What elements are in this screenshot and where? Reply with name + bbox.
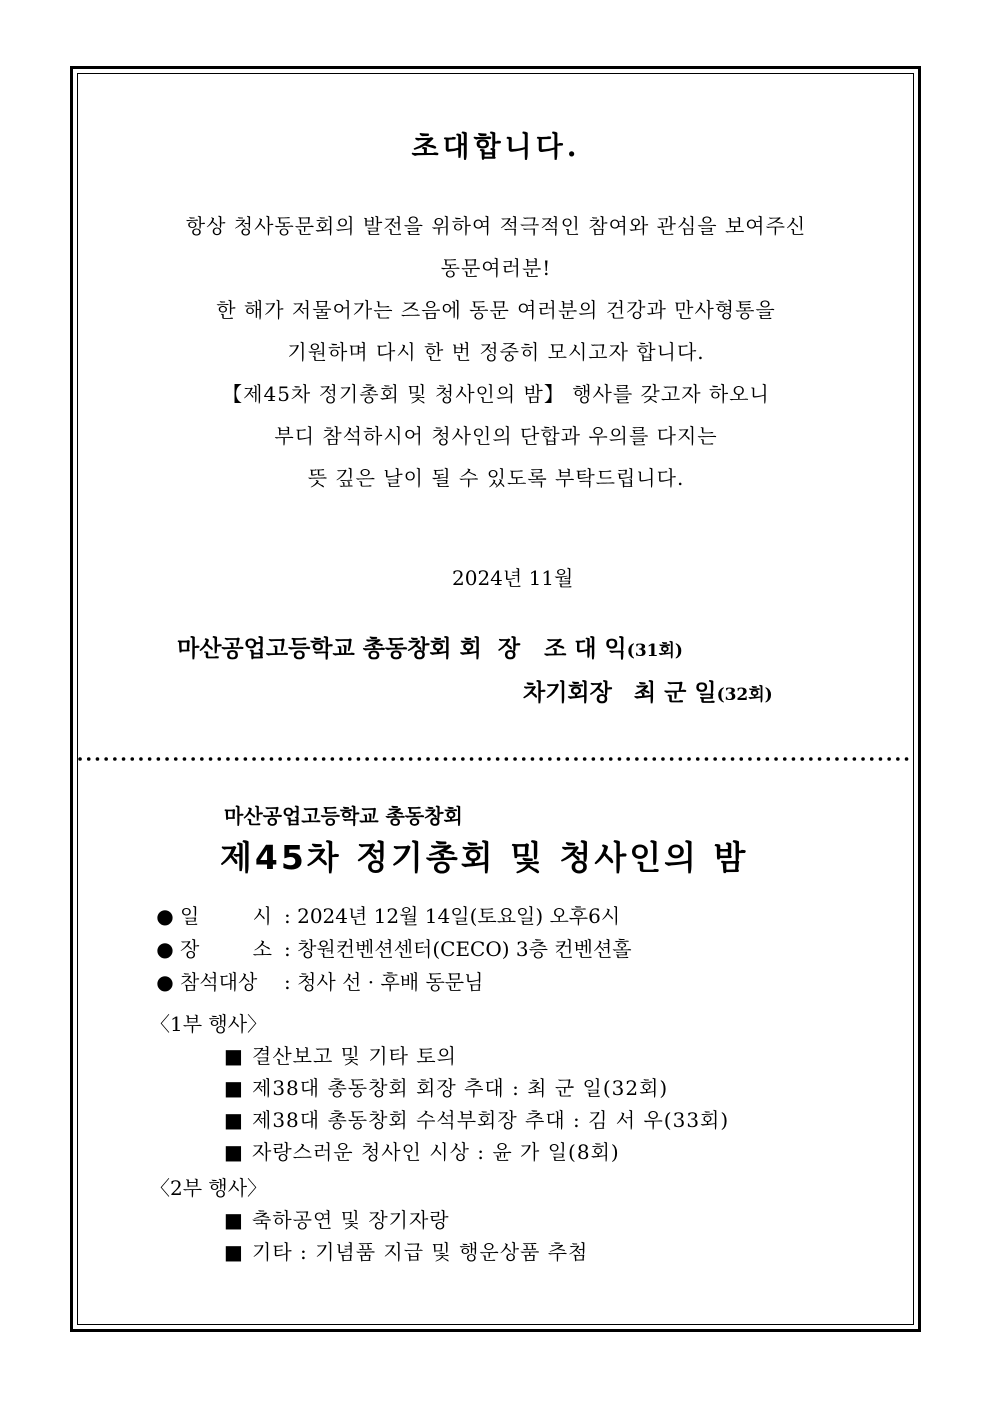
list-item (224, 1072, 729, 1104)
signer-class: (32회) (716, 685, 773, 705)
list-item (224, 1204, 588, 1236)
signer-name: 조 대 익 (544, 635, 627, 662)
invitation-date: 2024년 11월 (452, 566, 574, 590)
list-item (224, 1136, 729, 1168)
square-bullet-icon: ■ (224, 1140, 244, 1164)
message-line: 동문여러분! (440, 256, 552, 280)
info-label (180, 933, 284, 966)
signer-name: 최 군 일 (633, 679, 717, 706)
bullet-icon: ● (156, 937, 174, 961)
invitation-message (0, 205, 992, 499)
list-item-text: 축하공연 및 장기자랑 (252, 1208, 450, 1232)
square-bullet-icon: ■ (224, 1076, 244, 1100)
message-line: 【제45차 정기총회 및 청사인의 밤】 행사를 갖고자 하오니 (222, 382, 770, 406)
list-item-text: 결산보고 및 기타 토의 (252, 1044, 457, 1068)
list-item (224, 1236, 588, 1268)
event-title: 제45차 정기총회 및 청사인의 밤 (220, 838, 749, 877)
info-label-char: 시 (252, 904, 272, 928)
info-row-datetime (150, 900, 632, 933)
bullet-icon: ● (156, 904, 174, 928)
message-line: 뜻 깊은 날이 될 수 있도록 부탁드립니다. (307, 466, 685, 490)
info-label-char: 소 (252, 937, 272, 961)
info-label (180, 900, 284, 933)
square-bullet-icon: ■ (224, 1108, 244, 1132)
invitation-title: 초대합니다. (411, 130, 581, 163)
info-label-char: 장 (180, 937, 200, 961)
info-value: : 창원컨벤션센터(CECO) 3층 컨벤션홀 (284, 937, 632, 961)
bullet-icon: ● (156, 970, 174, 994)
info-label: 참석대상 (180, 970, 258, 994)
event-info (150, 900, 632, 999)
part2-heading: 〈2부 행사〉 (150, 1176, 268, 1200)
signer-role: 차기회장 (523, 679, 612, 706)
info-label-char: 일 (180, 904, 200, 928)
square-bullet-icon: ■ (224, 1240, 244, 1264)
square-bullet-icon: ■ (224, 1208, 244, 1232)
square-bullet-icon: ■ (224, 1044, 244, 1068)
part1-list (224, 1040, 729, 1168)
info-row-location (150, 933, 632, 966)
part1-heading: 〈1부 행사〉 (150, 1012, 268, 1036)
message-line: 한 해가 저물어가는 즈음에 동문 여러분의 건강과 만사형통을 (216, 298, 776, 322)
message-line: 항상 청사동문회의 발전을 위하여 적극적인 참여와 관심을 보여주신 (185, 214, 807, 238)
signer-org-role: 마산공업고등학교 총동창회 회 장 (177, 635, 521, 662)
list-item-text: 제38대 총동창회 회장 추대 : 최 군 일(32회) (252, 1076, 669, 1100)
info-value: : 청사 선 · 후배 동문님 (284, 970, 484, 994)
part2-list (224, 1204, 588, 1268)
dotted-separator (78, 754, 914, 764)
list-item (224, 1040, 729, 1072)
info-row-attendees (150, 966, 632, 999)
event-organization: 마산공업고등학교 총동창회 (224, 804, 463, 828)
signer-class: (31회) (626, 641, 683, 661)
signer-next-president (523, 674, 773, 707)
signer-president (177, 630, 683, 663)
info-value: : 2024년 12월 14일(토요일) 오후6시 (284, 904, 621, 928)
list-item (224, 1104, 729, 1136)
message-line: 기원하며 다시 한 번 정중히 모시고자 합니다. (287, 340, 705, 364)
info-label-spaced (180, 900, 272, 933)
info-label-spaced (180, 933, 272, 966)
list-item-text: 자랑스러운 청사인 시상 : 윤 가 일(8회) (252, 1140, 620, 1164)
message-line: 부디 참석하시어 청사인의 단합과 우의를 다지는 (274, 424, 718, 448)
list-item-text: 기타 : 기념품 지급 및 행운상품 추첨 (252, 1240, 589, 1264)
list-item-text: 제38대 총동창회 수석부회장 추대 : 김 서 우(33회) (252, 1108, 730, 1132)
